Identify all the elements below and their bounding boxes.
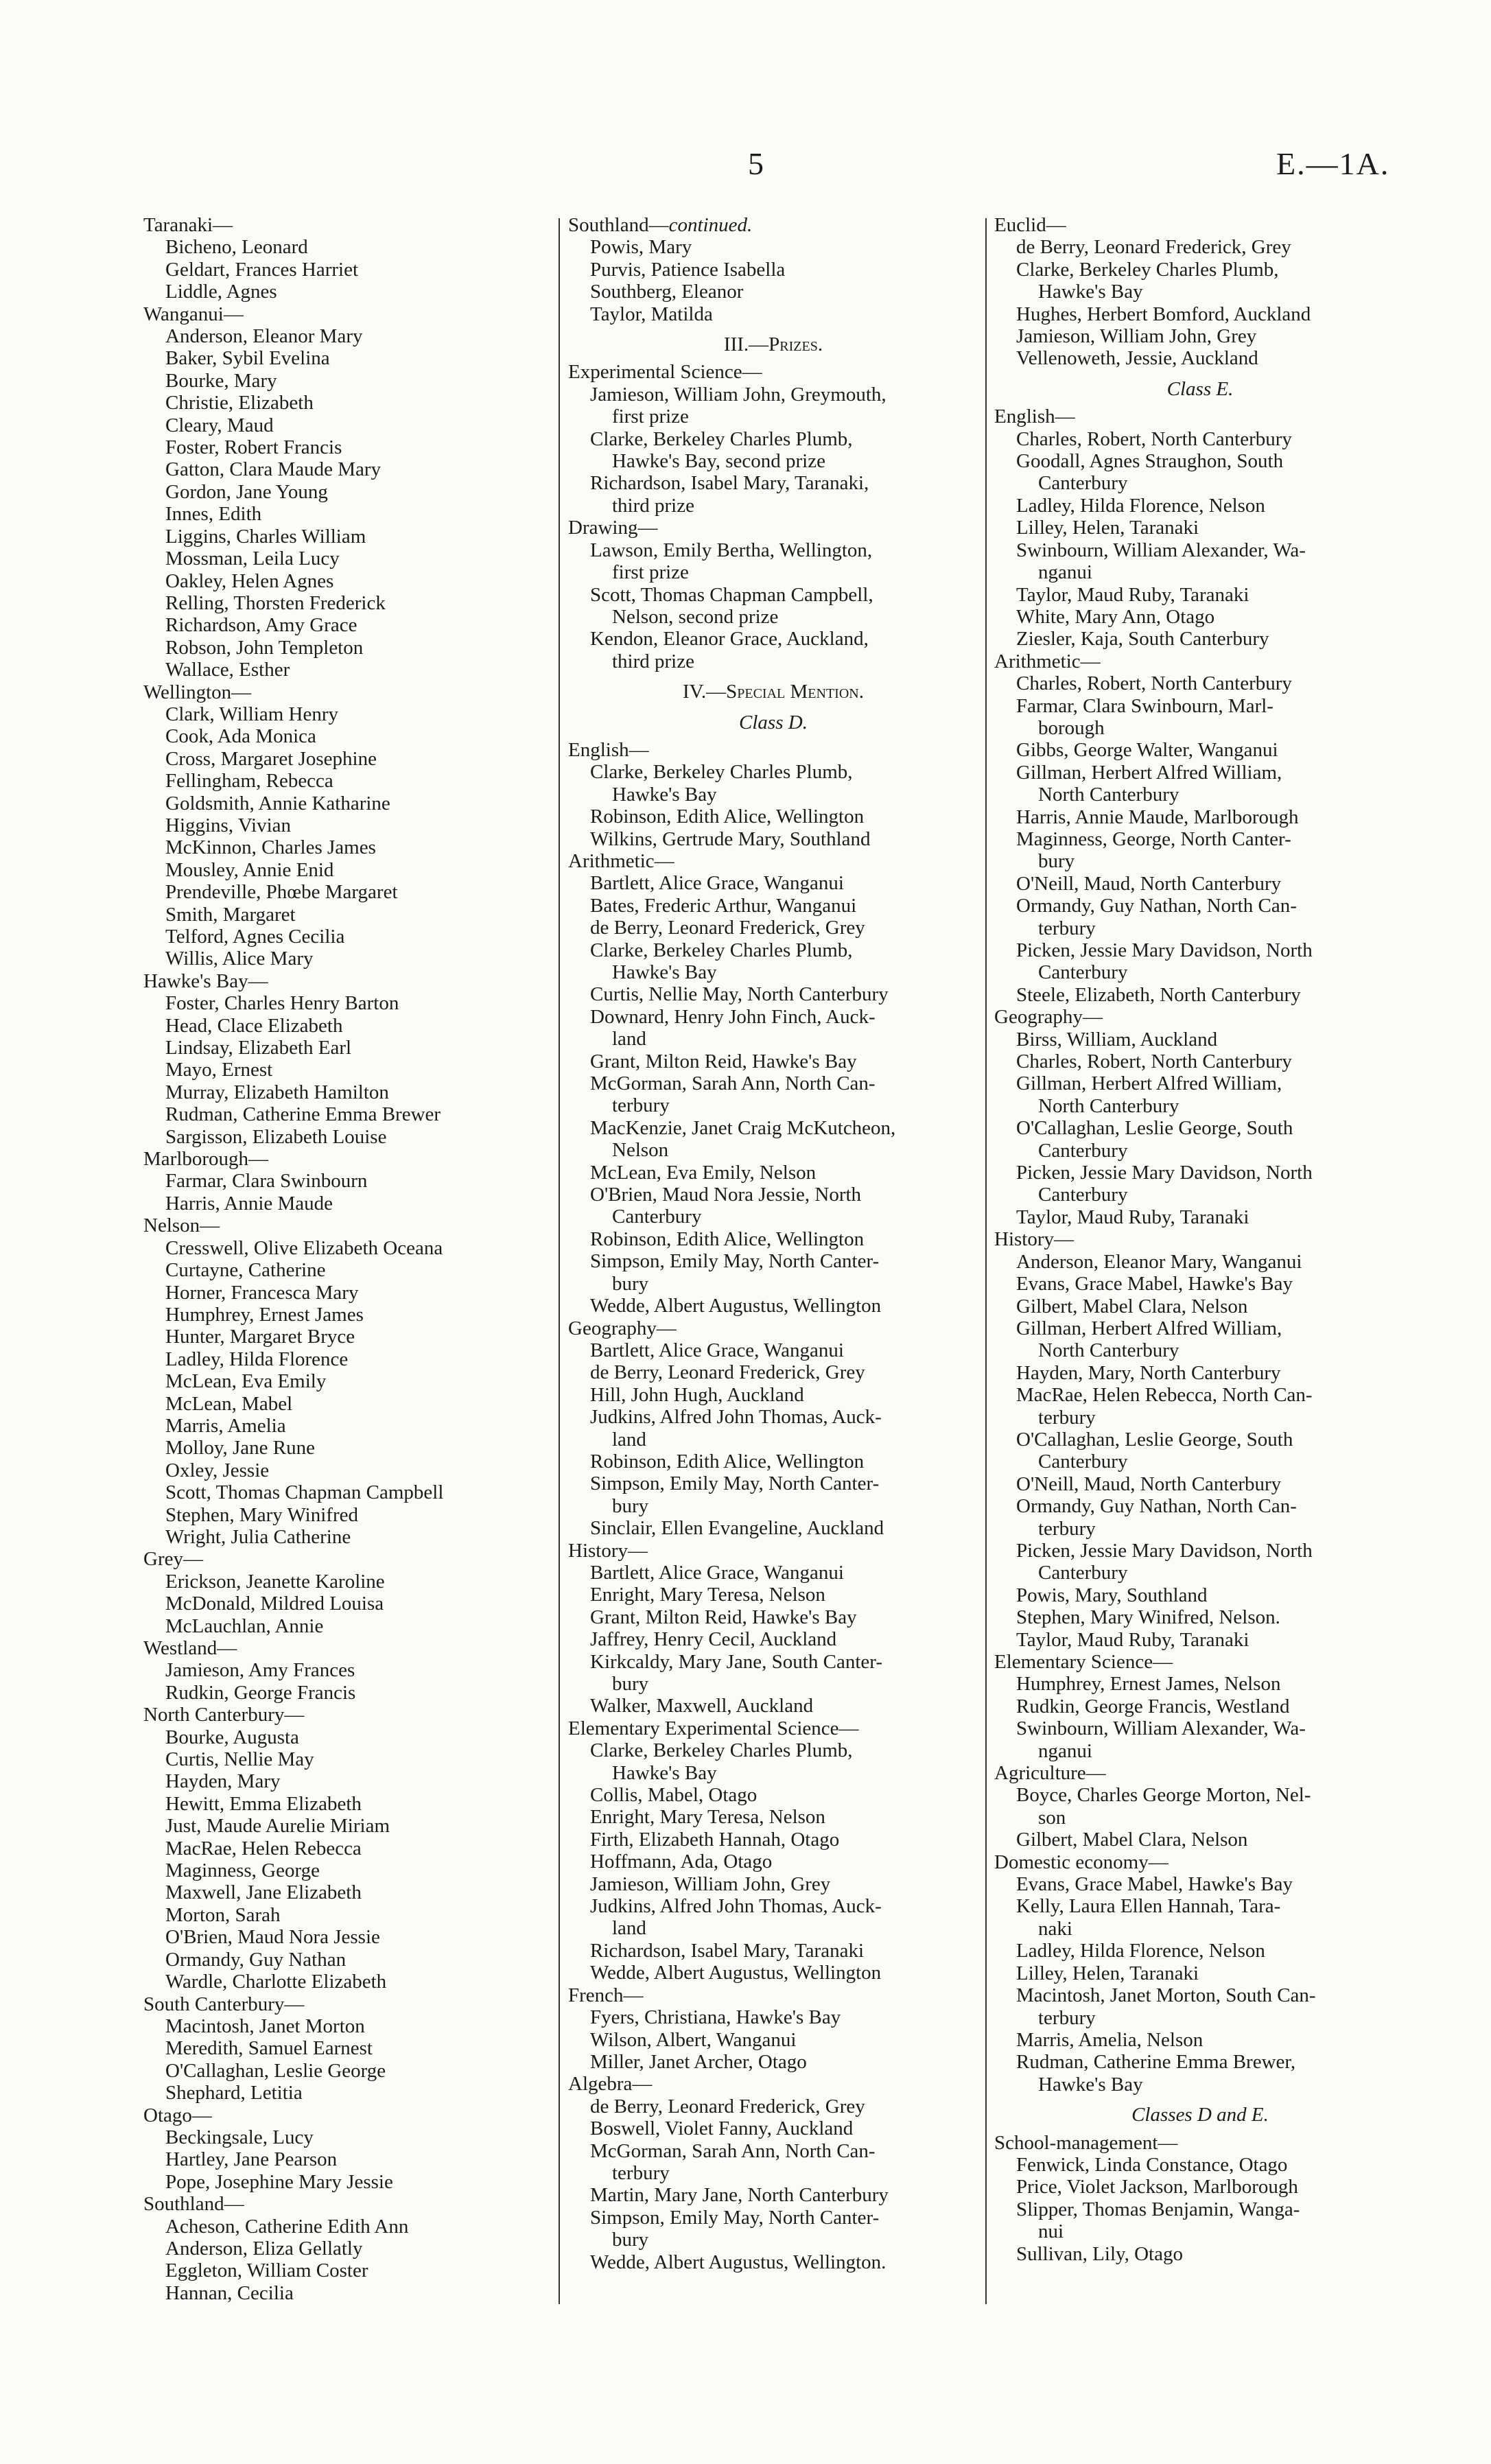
class-heading: Class E.: [1166, 377, 1234, 400]
list-entry: Richardson, Isabel Mary, Taranaki,: [590, 472, 869, 495]
list-entry: Boswell, Violet Fanny, Auckland: [590, 2117, 854, 2140]
list-entry: Stephen, Mary Winifred: [165, 1503, 358, 1526]
section-heading: Geography—: [568, 1317, 677, 1339]
list-entry: Relling, Thorsten Frederick: [165, 591, 386, 614]
list-entry: Scott, Thomas Chapman Campbell,: [590, 583, 873, 606]
part-heading: IV.—Special Mention.: [683, 681, 864, 703]
list-entry: Hughes, Herbert Bomford, Auckland: [1016, 303, 1311, 325]
list-entry: Goodall, Agnes Straughon, South: [1016, 450, 1284, 473]
list-entry-continuation: North Canterbury: [1038, 1094, 1179, 1117]
list-entry: Bourke, Augusta: [165, 1726, 299, 1748]
column-left: [143, 214, 555, 2304]
list-entry-continuation: bury: [612, 1494, 649, 1517]
list-entry: MacRae, Helen Rebecca: [165, 1837, 362, 1859]
list-entry: de Berry, Leonard Frederick, Grey: [590, 917, 865, 939]
list-entry: Simpson, Emily May, North Canter-: [590, 1472, 880, 1495]
section-heading: Otago—: [143, 2104, 212, 2126]
list-entry-continuation: terbury: [612, 1094, 670, 1117]
list-entry: Acheson, Catherine Edith Ann: [165, 2215, 409, 2238]
list-entry-continuation: terbury: [1038, 2006, 1096, 2029]
section-heading: Wanganui—: [143, 303, 244, 325]
list-entry: Harris, Annie Maude: [165, 1192, 333, 1215]
list-entry: MacKenzie, Janet Craig McKutcheon,: [590, 1116, 896, 1139]
list-entry: Hartley, Jane Pearson: [165, 2148, 338, 2171]
list-entry: Hill, John Hugh, Auckland: [590, 1383, 804, 1406]
list-entry: Gillman, Herbert Alfred William,: [1016, 1072, 1282, 1095]
list-entry: Wedde, Albert Augustus, Wellington: [590, 1295, 882, 1317]
list-entry: Christie, Elizabeth: [165, 392, 314, 414]
list-entry: O'Brien, Maud Nora Jessie: [165, 1926, 380, 1949]
list-entry-continuation: third prize: [612, 650, 694, 672]
document-code: E.—1A.: [1276, 146, 1390, 181]
list-entry-continuation: Canterbury: [1038, 1184, 1128, 1206]
list-entry: Picken, Jessie Mary Davidson, North: [1016, 1539, 1313, 1562]
list-entry: Jamieson, Amy Frances: [165, 1659, 355, 1682]
list-entry: Robinson, Edith Alice, Wellington: [590, 1228, 865, 1250]
list-entry: McLean, Eva Emily: [165, 1370, 327, 1393]
list-entry: Ormandy, Guy Nathan, North Can-: [1016, 895, 1297, 917]
section-heading: Domestic economy—: [994, 1851, 1169, 1873]
list-entry: McLean, Eva Emily, Nelson: [590, 1161, 817, 1184]
list-entry: Powis, Mary: [590, 236, 692, 259]
list-entry: Simpson, Emily May, North Canter-: [590, 1250, 880, 1273]
section-heading: Marlborough—: [143, 1148, 269, 1171]
section-heading: Agriculture—: [994, 1762, 1106, 1785]
section-heading: Arithmetic—: [568, 849, 674, 872]
list-entry: Hewitt, Emma Elizabeth: [165, 1792, 362, 1815]
section-heading: English—: [994, 406, 1075, 428]
list-entry: Hannan, Cecilia: [165, 2281, 294, 2304]
list-entry-continuation: first prize: [612, 561, 689, 584]
list-entry: Collis, Mabel, Otago: [590, 1784, 758, 1807]
section-heading: South Canterbury—: [143, 1993, 305, 2015]
list-entry: Evans, Grace Mabel, Hawke's Bay: [1016, 1273, 1293, 1295]
list-entry: Clark, William Henry: [165, 703, 338, 725]
list-entry: Curtis, Nellie May: [165, 1748, 314, 1771]
list-entry: Ladley, Hilda Florence, Nelson: [1016, 1940, 1265, 1962]
list-entry: O'Brien, Maud Nora Jessie, North: [590, 1184, 862, 1206]
list-entry-continuation: terbury: [612, 2161, 670, 2184]
list-entry: Gordon, Jane Young: [165, 480, 328, 503]
list-entry: Liggins, Charles William: [165, 525, 366, 548]
class-heading: Class D.: [739, 711, 808, 734]
list-entry: Fyers, Christiana, Hawke's Bay: [590, 2006, 841, 2029]
list-entry: Miller, Janet Archer, Otago: [590, 2050, 807, 2073]
list-entry: Goldsmith, Annie Katharine: [165, 792, 390, 814]
list-entry: Kirkcaldy, Mary Jane, South Canter-: [590, 1650, 882, 1673]
list-entry: Fenwick, Linda Constance, Otago: [1016, 2153, 1288, 2176]
list-entry: Gilbert, Mabel Clara, Nelson: [1016, 1295, 1248, 1317]
section-heading: Drawing—: [568, 517, 658, 539]
list-entry-continuation: Canterbury: [1038, 961, 1128, 984]
list-entry-continuation: Canterbury: [1038, 472, 1128, 495]
list-entry-continuation: son: [1038, 1806, 1066, 1829]
list-entry: Cleary, Maud: [165, 414, 274, 436]
list-entry: Hayden, Mary, North Canterbury: [1016, 1361, 1281, 1384]
list-entry: Ziesler, Kaja, South Canterbury: [1016, 628, 1269, 650]
list-entry: Birss, William, Auckland: [1016, 1028, 1218, 1051]
section-heading: North Canterbury—: [143, 1704, 305, 1726]
list-entry: Lilley, Helen, Taranaki: [1016, 517, 1199, 539]
section-heading: Elementary Experimental Science—: [568, 1717, 859, 1739]
list-entry: Cresswell, Olive Elizabeth Oceana: [165, 1236, 443, 1259]
list-entry: Gibbs, George Walter, Wanganui: [1016, 739, 1278, 762]
list-entry: Bourke, Mary: [165, 369, 277, 392]
list-entry-continuation: land: [612, 1028, 646, 1051]
list-entry: Ormandy, Guy Nathan: [165, 1948, 347, 1971]
list-entry: Meredith, Samuel Earnest: [165, 2037, 373, 2060]
section-heading: History—: [568, 1539, 648, 1562]
list-entry: de Berry, Leonard Frederick, Grey: [590, 1361, 865, 1384]
list-entry: Sullivan, Lily, Otago: [1016, 2242, 1183, 2265]
list-entry-continuation: land: [612, 1917, 646, 1940]
list-entry: Sargisson, Elizabeth Louise: [165, 1125, 387, 1148]
list-entry: Rudkin, George Francis, Westland: [1016, 1695, 1290, 1717]
column-divider: [559, 218, 560, 2304]
list-entry-continuation: terbury: [1038, 1406, 1096, 1429]
list-entry: Morton, Sarah: [165, 1903, 281, 1926]
list-entry: Ormandy, Guy Nathan, North Can-: [1016, 1495, 1297, 1518]
section-heading: Westland—: [143, 1637, 237, 1659]
page-number: 5: [748, 146, 764, 181]
list-entry: Bicheno, Leonard: [165, 236, 308, 259]
list-entry-continuation: Nelson: [612, 1139, 669, 1162]
list-entry: O'Callaghan, Leslie George: [165, 2059, 386, 2082]
column-right: [994, 214, 1406, 2265]
list-entry: Maginness, George: [165, 1859, 320, 1882]
section-heading: French—: [568, 1984, 644, 2006]
list-entry: Prendeville, Phœbe Margaret: [165, 881, 398, 904]
list-entry-continuation: first prize: [612, 406, 689, 428]
list-entry: MacRae, Helen Rebecca, North Can-: [1016, 1384, 1313, 1407]
list-entry: McDonald, Mildred Louisa: [165, 1593, 384, 1615]
section-heading: Wellington—: [143, 681, 252, 703]
section-heading: Algebra—: [568, 2073, 653, 2096]
list-entry: Bates, Frederic Arthur, Wanganui: [590, 894, 857, 917]
list-entry: Taylor, Maud Ruby, Taranaki: [1016, 1628, 1249, 1651]
list-entry-continuation: borough: [1038, 716, 1105, 739]
list-entry-continuation: Nelson, second prize: [612, 605, 779, 628]
list-entry: Liddle, Agnes: [165, 281, 277, 303]
list-entry: Foster, Charles Henry Barton: [165, 992, 399, 1015]
list-entry: Walker, Maxwell, Auckland: [590, 1695, 814, 1717]
list-entry-continuation: bury: [612, 1272, 649, 1295]
list-entry-continuation: naki: [1038, 1917, 1072, 1940]
list-entry: Marris, Amelia, Nelson: [1016, 2028, 1204, 2051]
list-entry: Clarke, Berkeley Charles Plumb,: [1016, 258, 1279, 281]
column-middle: [568, 214, 978, 2273]
list-entry: Grant, Milton Reid, Hawke's Bay: [590, 1050, 857, 1072]
list-entry: Clarke, Berkeley Charles Plumb,: [590, 427, 853, 450]
list-entry: Gilbert, Mabel Clara, Nelson: [1016, 1829, 1248, 1851]
list-entry: Bartlett, Alice Grace, Wanganui: [590, 872, 844, 895]
section-heading: Euclid—: [994, 214, 1066, 236]
list-entry: Charles, Robert, North Canterbury: [1016, 1051, 1292, 1073]
list-entry: Hayden, Mary: [165, 1770, 281, 1793]
section-heading: English—: [568, 738, 649, 761]
list-entry: Eggleton, William Coster: [165, 2260, 368, 2282]
list-entry: Bartlett, Alice Grace, Wanganui: [590, 1339, 844, 1361]
section-heading: Experimental Science—: [568, 361, 762, 384]
list-entry: Boyce, Charles George Morton, Nel-: [1016, 1784, 1311, 1807]
list-entry: Rudkin, George Francis: [165, 1681, 356, 1704]
list-entry: Hunter, Margaret Bryce: [165, 1326, 355, 1348]
list-entry: Cross, Margaret Josephine: [165, 747, 377, 770]
list-entry: Farmar, Clara Swinbourn, Marl-: [1016, 694, 1273, 717]
list-entry: Higgins, Vivian: [165, 814, 292, 836]
list-entry: Horner, Francesca Mary: [165, 1281, 359, 1304]
list-entry: Murray, Elizabeth Hamilton: [165, 1081, 389, 1103]
list-entry: Steele, Elizabeth, North Canterbury: [1016, 983, 1301, 1006]
list-entry: Charles, Robert, North Canterbury: [1016, 427, 1292, 450]
list-entry: Just, Maude Aurelie Miriam: [165, 1815, 390, 1838]
list-entry: Oxley, Jessie: [165, 1459, 270, 1481]
list-entry: Smith, Margaret: [165, 903, 296, 926]
list-entry: Lilley, Helen, Taranaki: [1016, 1962, 1199, 1984]
list-entry: Robinson, Edith Alice, Wellington: [590, 1450, 865, 1472]
list-entry-continuation: Hawke's Bay: [1038, 281, 1143, 303]
list-entry: Taylor, Maud Ruby, Taranaki: [1016, 1206, 1249, 1228]
list-entry: Marris, Amelia: [165, 1414, 286, 1437]
list-entry-continuation: Canterbury: [1038, 1562, 1128, 1584]
section-heading: Arithmetic—: [994, 650, 1101, 672]
list-entry: Anderson, Eleanor Mary: [165, 325, 363, 348]
list-entry: Enright, Mary Teresa, Nelson: [590, 1584, 825, 1606]
list-entry: Lawson, Emily Bertha, Wellington,: [590, 539, 873, 561]
list-entry: Maxwell, Jane Elizabeth: [165, 1881, 362, 1904]
list-entry-continuation: nui: [1038, 2220, 1064, 2243]
section-heading: Southland—continued.: [568, 214, 753, 236]
list-entry: Foster, Robert Francis: [165, 436, 342, 459]
list-entry: Picken, Jessie Mary Davidson, North: [1016, 1162, 1313, 1184]
list-entry: Curtayne, Catherine: [165, 1259, 326, 1282]
list-entry-continuation: Hawke's Bay: [612, 1761, 717, 1784]
list-entry: Gillman, Herbert Alfred William,: [1016, 1317, 1282, 1339]
list-entry: Oakley, Helen Agnes: [165, 570, 334, 592]
list-entry: Swinbourn, William Alexander, Wa-: [1016, 539, 1306, 561]
list-entry: Wedde, Albert Augustus, Wellington: [590, 1962, 882, 1984]
list-entry: Pope, Josephine Mary Jessie: [165, 2170, 393, 2193]
list-entry: Evans, Grace Mabel, Hawke's Bay: [1016, 1873, 1293, 1896]
list-entry: Judkins, Alfred John Thomas, Auck-: [590, 1406, 882, 1429]
list-entry: Jamieson, William John, Grey: [590, 1873, 831, 1895]
list-entry: Taylor, Maud Ruby, Taranaki: [1016, 583, 1249, 606]
list-entry: O'Neill, Maud, North Canterbury: [1016, 872, 1282, 895]
list-entry: O'Callaghan, Leslie George, South: [1016, 1117, 1293, 1140]
list-entry: Southberg, Eleanor: [590, 281, 744, 303]
list-entry: Richardson, Amy Grace: [165, 614, 357, 637]
list-entry: Macintosh, Janet Morton: [165, 2015, 365, 2037]
part-heading: III.—Prizes.: [723, 333, 823, 356]
list-entry-continuation: bury: [612, 2229, 649, 2251]
list-entry: Farmar, Clara Swinbourn: [165, 1170, 368, 1193]
list-entry: Baker, Sybil Evelina: [165, 347, 330, 370]
list-entry: Scott, Thomas Chapman Campbell: [165, 1481, 444, 1504]
list-entry: Sinclair, Ellen Evangeline, Auckland: [590, 1517, 884, 1540]
list-entry: Jamieson, William John, Greymouth,: [590, 383, 887, 406]
list-entry-continuation: third prize: [612, 494, 694, 517]
list-entry-continuation: Hawke's Bay: [1038, 2073, 1143, 2096]
list-entry: Simpson, Emily May, North Canter-: [590, 2206, 880, 2229]
list-entry: Mossman, Leila Lucy: [165, 548, 340, 570]
list-entry: Charles, Robert, North Canterbury: [1016, 672, 1292, 695]
list-entry: Rudman, Catherine Emma Brewer: [165, 1103, 441, 1126]
list-entry: Stephen, Mary Winifred, Nelson.: [1016, 1606, 1280, 1629]
list-entry: Downard, Henry John Finch, Auck-: [590, 1005, 876, 1028]
list-entry: Macintosh, Janet Morton, South Can-: [1016, 1984, 1316, 2007]
list-entry: Wilson, Albert, Wanganui: [590, 2028, 797, 2051]
list-entry: Martin, Mary Jane, North Canterbury: [590, 2184, 889, 2207]
list-entry-continuation: Hawke's Bay: [612, 961, 717, 983]
list-entry-continuation: Canterbury: [612, 1206, 702, 1228]
section-heading: Southland—: [143, 2193, 244, 2216]
list-entry: Ladley, Hilda Florence: [165, 1348, 349, 1370]
list-entry: Willis, Alice Mary: [165, 948, 314, 970]
list-entry: McKinnon, Charles James: [165, 836, 376, 859]
list-entry: McGorman, Sarah Ann, North Can-: [590, 1072, 876, 1095]
list-entry: Powis, Mary, Southland: [1016, 1584, 1208, 1606]
list-entry-continuation: Canterbury: [1038, 1451, 1128, 1473]
list-entry: Erickson, Jeanette Karoline: [165, 1570, 385, 1593]
list-entry: Curtis, Nellie May, North Canterbury: [590, 983, 889, 1006]
section-heading: Elementary Science—: [994, 1651, 1173, 1673]
list-entry: Gatton, Clara Maude Mary: [165, 458, 381, 481]
list-entry: Grant, Milton Reid, Hawke's Bay: [590, 1606, 857, 1628]
list-entry: Humphrey, Ernest James: [165, 1303, 364, 1326]
list-entry: Robinson, Edith Alice, Wellington: [590, 806, 865, 828]
list-entry-continuation: nganui: [1038, 1739, 1092, 1762]
list-entry-continuation: North Canterbury: [1038, 1339, 1179, 1362]
section-heading: School-management—: [994, 2131, 1178, 2154]
section-heading: Grey—: [143, 1548, 203, 1571]
list-entry: Anderson, Eleanor Mary, Wanganui: [1016, 1250, 1302, 1273]
list-entry: Slipper, Thomas Benjamin, Wanga-: [1016, 2198, 1300, 2220]
list-entry: Humphrey, Ernest James, Nelson: [1016, 1673, 1281, 1696]
list-entry: Wallace, Esther: [165, 659, 290, 681]
list-entry: Cook, Ada Monica: [165, 725, 316, 748]
list-entry-continuation: land: [612, 1428, 646, 1451]
list-entry: Jamieson, William John, Grey: [1016, 325, 1257, 348]
list-entry-continuation: terbury: [1038, 1517, 1096, 1540]
list-entry: Geldart, Frances Harriet: [165, 258, 359, 281]
class-heading: Classes D and E.: [1131, 2104, 1269, 2126]
list-entry: Wilkins, Gertrude Mary, Southland: [590, 828, 871, 850]
list-entry-continuation: North Canterbury: [1038, 784, 1179, 806]
list-entry: Harris, Annie Maude, Marlborough: [1016, 806, 1299, 828]
list-entry: Mayo, Ernest: [165, 1059, 273, 1081]
list-entry: Jaffrey, Henry Cecil, Auckland: [590, 1628, 837, 1651]
list-entry: Clarke, Berkeley Charles Plumb,: [590, 939, 853, 961]
list-entry-continuation: bury: [612, 1673, 649, 1695]
list-entry: Gillman, Herbert Alfred William,: [1016, 761, 1282, 784]
list-entry: Maginness, George, North Canter-: [1016, 828, 1291, 850]
list-entry: Bartlett, Alice Grace, Wanganui: [590, 1561, 844, 1584]
list-entry: Telford, Agnes Cecilia: [165, 926, 345, 948]
list-entry: O'Callaghan, Leslie George, South: [1016, 1428, 1293, 1451]
list-entry: White, Mary Ann, Otago: [1016, 605, 1215, 628]
list-entry: Taylor, Matilda: [590, 303, 713, 325]
list-entry: Price, Violet Jackson, Marlborough: [1016, 2176, 1298, 2198]
column-divider: [985, 218, 987, 2304]
list-entry-continuation: terbury: [1038, 917, 1096, 939]
list-entry: Head, Clace Elizabeth: [165, 1014, 343, 1037]
list-entry: Mousley, Annie Enid: [165, 858, 334, 881]
list-entry: Kendon, Eleanor Grace, Auckland,: [590, 628, 869, 650]
list-entry: Richardson, Isabel Mary, Taranaki: [590, 1939, 865, 1962]
list-entry: de Berry, Leonard Frederick, Grey: [1016, 236, 1291, 259]
list-entry: Innes, Edith: [165, 503, 262, 526]
list-entry-continuation: Hawke's Bay: [612, 783, 717, 806]
list-entry: Robson, John Templeton: [165, 636, 364, 659]
list-entry: Picken, Jessie Mary Davidson, North: [1016, 939, 1313, 961]
list-entry-continuation: bury: [1038, 850, 1075, 873]
list-entry: Beckingsale, Lucy: [165, 2126, 314, 2148]
list-entry: Kelly, Laura Ellen Hannah, Tara-: [1016, 1895, 1281, 1918]
list-entry: Ladley, Hilda Florence, Nelson: [1016, 494, 1265, 517]
list-entry: McGorman, Sarah Ann, North Can-: [590, 2139, 876, 2162]
list-entry: de Berry, Leonard Frederick, Grey: [590, 2095, 865, 2117]
list-entry: Anderson, Eliza Gellatly: [165, 2237, 363, 2260]
list-entry: Clarke, Berkeley Charles Plumb,: [590, 1739, 853, 1762]
list-entry: Enright, Mary Teresa, Nelson: [590, 1806, 825, 1829]
section-heading: Taranaki—: [143, 214, 233, 236]
list-entry: McLean, Mabel: [165, 1392, 293, 1415]
section-heading: Hawke's Bay—: [143, 970, 268, 992]
section-heading: Nelson—: [143, 1215, 220, 1237]
list-entry: Molloy, Jane Rune: [165, 1437, 316, 1459]
list-entry: Wright, Julia Catherine: [165, 1525, 351, 1548]
list-entry: Shephard, Letitia: [165, 2082, 303, 2104]
list-entry-continuation: nganui: [1038, 561, 1092, 584]
list-entry: Purvis, Patience Isabella: [590, 258, 786, 281]
list-entry: Rudman, Catherine Emma Brewer,: [1016, 2051, 1296, 2074]
list-entry: Firth, Elizabeth Hannah, Otago: [590, 1828, 840, 1851]
list-entry: Clarke, Berkeley Charles Plumb,: [590, 761, 853, 784]
list-entry: Judkins, Alfred John Thomas, Auck-: [590, 1895, 882, 1918]
list-entry-continuation: Canterbury: [1038, 1139, 1128, 1162]
list-entry: Wardle, Charlotte Elizabeth: [165, 1971, 387, 1993]
list-entry: Lindsay, Elizabeth Earl: [165, 1037, 352, 1059]
list-entry: McLauchlan, Annie: [165, 1615, 324, 1637]
list-entry: Fellingham, Rebecca: [165, 770, 333, 793]
section-heading: History—: [994, 1228, 1074, 1251]
list-entry-continuation: Hawke's Bay, second prize: [612, 450, 825, 473]
list-entry: Hoffmann, Ada, Otago: [590, 1851, 773, 1873]
list-entry: Wedde, Albert Augustus, Wellington.: [590, 2251, 887, 2273]
section-heading: Geography—: [994, 1006, 1103, 1029]
list-entry: O'Neill, Maud, North Canterbury: [1016, 1472, 1282, 1495]
list-entry: Vellenoweth, Jessie, Auckland: [1016, 347, 1258, 370]
list-entry: Swinbourn, William Alexander, Wa-: [1016, 1717, 1306, 1740]
